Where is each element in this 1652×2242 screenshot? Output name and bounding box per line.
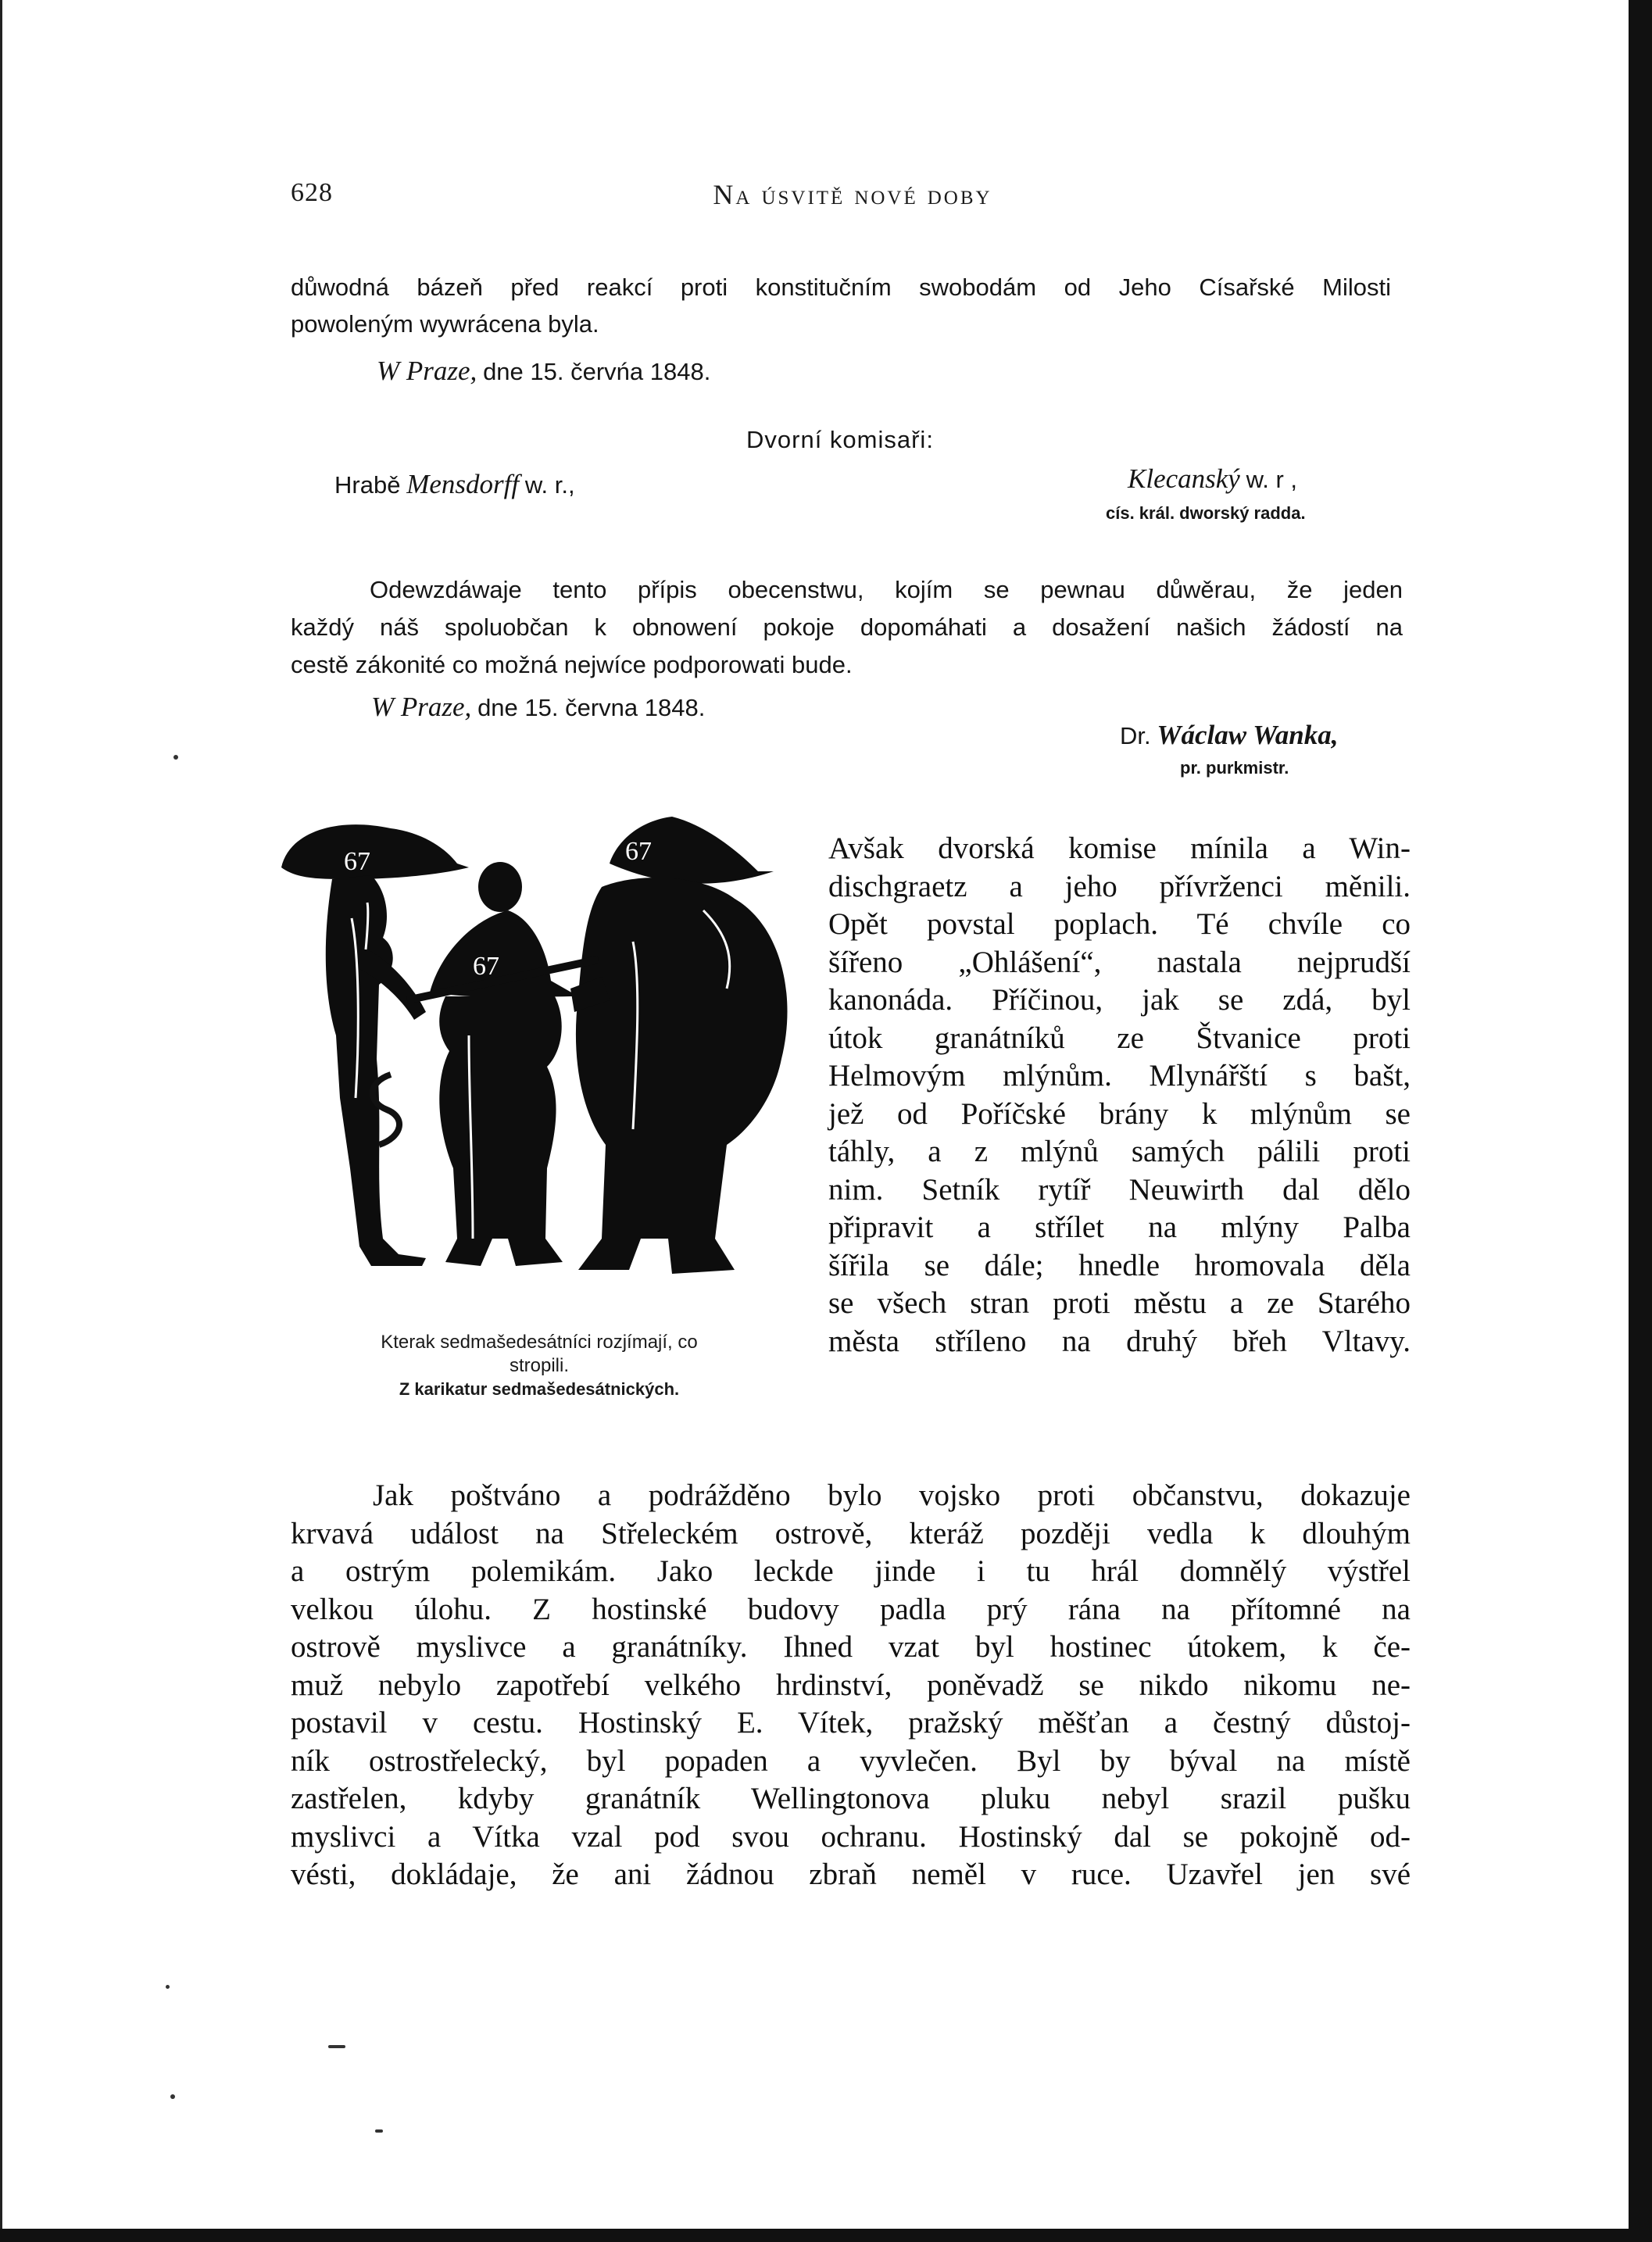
signer-suffix: w. r , [1246,466,1298,493]
page-header [291,178,1414,217]
text-line: táhly, a z mlýnů samých pálili proti [828,1135,1411,1168]
text-line: vésti, dokládaje, že ani žádnou zbraň neměl v ruce. Uzavřel jen své [291,1858,1411,1891]
proclamation-paragraph-line: Odewzdáwaje tento přípis obecenstwu, kojím se pewnau důwěrau, že jeden [370,576,1403,603]
text-line: připravit a střílet na mlýny Palba [828,1210,1411,1244]
text-line: Opět povstal poplach. Té chvíle co [828,907,1411,941]
signer-suffix: w. r., [524,471,575,499]
text-line: dischgraetz a jeho přívrženci měnili. [828,869,1411,903]
text-line: nim. Setník rytíř Neuwirth dal dělo [828,1172,1411,1207]
column-text [828,830,1411,1361]
caption-line: stropili. [509,1355,570,1376]
text-line: kanonáda. Příčinou, jak se zdá, byl [828,983,1411,1017]
left-figure-body [326,875,426,1266]
scan-edge-right [1629,0,1652,2242]
running-title: Na úsvitě nové doby [713,179,992,210]
hat-label: 67 [625,837,652,866]
commissioners-heading: Dvorní komisaři: [746,426,934,453]
scan-speck [375,2129,383,2133]
signer-name: Mensdorff [406,469,520,499]
right-signature [1128,461,1297,498]
text-line: ostrově myslivce a granátníky. Ihned vzat byl hostinec útokem, k če- [291,1630,1411,1664]
signer-name: Klecanský [1128,463,1240,494]
text-line: myslivci a Vítka vzal pod svou ochranu. Hostinský dal se pokojně od- [291,1819,1411,1854]
date-text: dne 15. červńa 1848. [483,358,711,385]
text-line: Jak poštváno a podrážděno bylo vojsko proti občanstvu, dokazuje [373,1479,1411,1512]
middle-figure-plume [478,862,522,912]
date-text: dne 15. června 1848. [477,694,706,721]
text-line: zastřelen, kdyby granátník Wellingtonova pluku nebyl srazil pušku [291,1782,1411,1815]
caption-line: Kterak sedmašedesátníci rozjímají, co [381,1332,698,1353]
scan-speck [166,1985,170,1989]
proclamation-date-1 [377,353,710,390]
right-figure-body [576,878,788,1274]
text-line: šířila se dále; hnedle hromovala děla [828,1248,1411,1282]
scan-edge-bottom [0,2229,1652,2242]
middle-figure-hat [430,910,578,997]
hat-label: 67 [344,847,370,876]
illustration-caption [297,1331,781,1401]
text-line: krvavá událost na Střeleckém ostrově, kteráž později vedla k dlouhým [291,1516,1411,1550]
left-figure-hat [281,824,469,879]
mayor-title: pr. purkmistr. [1180,758,1289,778]
text-line: jež od Poříčské brány k mlýnům se [828,1096,1411,1131]
middle-figure-body [439,996,563,1266]
text-line: muž nebylo zapotřebí velkého hrdinství, poněvadž se nikdo nikomu ne- [291,1668,1411,1702]
proclamation-line: powoleným wywrácena byla. [291,310,599,338]
caption-line: Z karikatur sedmašedesátnických. [399,1379,680,1399]
proclamation-line: důwodná bázeň před reakcí proti konstitučním swobodám od Jeho Císařské Milosti [291,274,1391,301]
text-line: a ostrým polemikám. Jako leckde jinde i tu hrál domnělý výstřel [291,1554,1411,1588]
text-line: velkou úlohu. Z hostinské budovy padla prý rána na přítomné na [291,1592,1411,1626]
hat-label: 67 [473,952,499,981]
mayor-signature [1120,717,1338,754]
text-line: města stříleno na druhý břeh Vltavy. [828,1324,1411,1358]
left-signature [334,467,575,503]
mayor-prefix: Dr. [1120,722,1151,749]
text-line: ník ostrostřelecký, byl popaden a vyvlečen. Byl by býval na místě [291,1743,1411,1778]
text-line: se všech stran proti městu a ze Starého [828,1286,1411,1320]
proclamation-paragraph-line: každý náš spoluobčan k obnowení pokoje dopomáhati a dosažení našich žádostí na [291,613,1403,641]
date-place: W Praze, [371,692,472,722]
proclamation-date-2 [371,689,705,726]
text-line: útok granátníků ze Štvanice proti [828,1021,1411,1055]
scan-speck [328,2045,345,2048]
full-width-text [291,1477,1411,1894]
scan-speck [170,2094,175,2099]
mayor-name: Wáclaw Wanka, [1157,720,1339,750]
caricature-illustration [234,801,828,1309]
text-line: Helmovým mlýnům. Mlynářští s bašt, [828,1059,1411,1092]
date-place: W Praze, [377,356,477,386]
proclamation-paragraph-line: cestě zákonité co možná nejwíce podporowati bude. [291,651,853,678]
text-line: postavil v cestu. Hostinský E. Vítek, pražský měšťan a čestný důstoj- [291,1706,1411,1740]
text-line: šířeno „Ohlášení“, nastala nejprudší [828,945,1411,979]
text-line: Avšak dvorská komise mínila a Win- [828,831,1411,865]
page-number: 628 [291,178,333,207]
scan-speck [173,755,178,760]
scan-edge-left [0,0,2,2242]
signer-prefix: Hrabě [334,471,401,499]
right-signer-title: cís. král. dworský radda. [1106,503,1306,523]
